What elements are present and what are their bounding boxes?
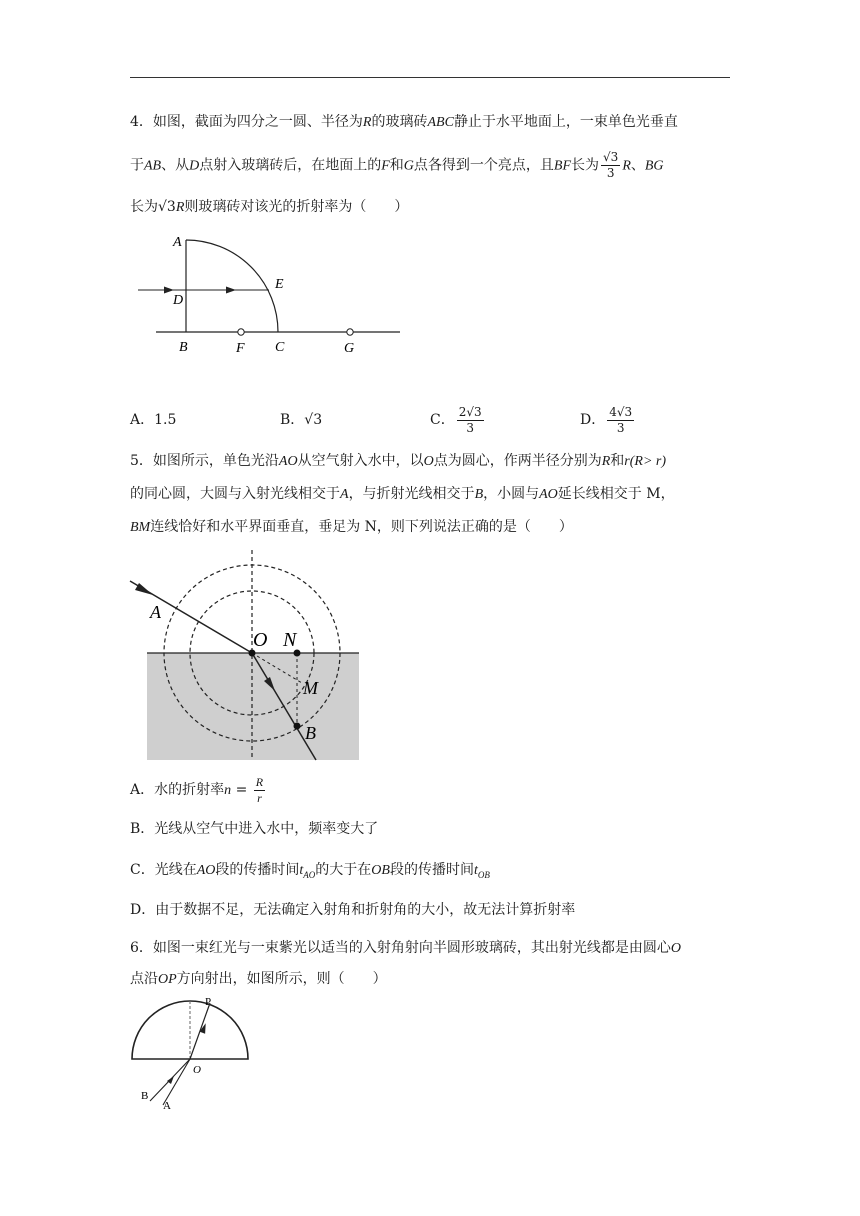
q5-line-3: BM连线恰好和水平界面垂直，垂足为 N，则下列说法正确的是（ ） (130, 519, 573, 535)
q4-figure (130, 228, 410, 358)
q4-line-2: 于AB、从D点射入玻璃砖后，在地面上的F和G点各得到一个亮点，且BF长为 $\frac{√3}{3}$ R、BG (130, 150, 664, 180)
label-a: A (173, 235, 182, 250)
q4-option-d: D． $\frac{4√3}{3}$ (580, 404, 633, 435)
label-g: G (344, 341, 355, 356)
q5-number: 5． (130, 453, 153, 469)
point-g (347, 329, 353, 335)
label-o: O (193, 1064, 201, 1076)
water-region (147, 653, 359, 760)
label-f: F (236, 341, 245, 356)
label-p: P (205, 996, 212, 1008)
q4-option-c: C． $\frac{2√3}{3}$ (430, 404, 482, 435)
q5-figure (125, 548, 365, 763)
label-b: B (179, 340, 188, 355)
label-b: B (141, 1090, 149, 1102)
point-b (294, 723, 301, 730)
q4-line-1: 4．如图，截面为四分之一圆、半径为R的玻璃砖ABC静止于水平地面上，一束单色光垂直 (130, 114, 678, 130)
q5-line-2: 的同心圆，大圆与入射光线相交于A，与折射光线相交于B，小圆与AO延长线相交于 M， (130, 486, 675, 502)
q4-number: 4． (130, 114, 153, 130)
q4-option-a: A．1.5 (130, 412, 177, 428)
label-b: B (305, 723, 316, 743)
label-a: A (150, 602, 161, 622)
arc-ac (186, 240, 278, 332)
label-e: E (275, 277, 284, 292)
q5-line-1: 5．如图所示，单色光沿AO从空气射入水中，以O点为圆心，作两半径分别为R和r(R> r) (130, 453, 667, 469)
point-f (238, 329, 244, 335)
label-c: C (275, 340, 285, 355)
semicircle-glass (132, 1001, 248, 1059)
label-d: D (173, 293, 184, 308)
label-o: O (253, 629, 268, 651)
q6-number: 6． (130, 940, 153, 956)
q4-line-3: 长为√3R则玻璃砖对该光的折射率为（ ） (130, 199, 409, 215)
q6-line-1: 6．如图一束红光与一束紫光以适当的入射角射向半圆形玻璃砖，其出射光线都是由圆心O (130, 940, 682, 956)
label-m: M (303, 678, 318, 698)
arrow-head-2 (226, 287, 236, 294)
q5-option-b: B．光线从空气中进入水中，频率变大了 (130, 821, 379, 837)
label-n: N (283, 629, 297, 651)
label-a: A (163, 1100, 171, 1110)
q5-option-a: A．水的折射率n = $\frac{R}{r}$ (130, 774, 264, 805)
q6-line-2: 点沿OP方向射出，如图所示，则（ ） (130, 971, 387, 987)
q4-fraction: $\frac{√3}{3}$ (603, 150, 619, 180)
header-rule (130, 77, 730, 78)
q4-option-b: B．√3 (280, 412, 323, 428)
q5-option-d: D．由于数据不足，无法确定入射角和折射角的大小，故无法计算折射率 (130, 902, 576, 918)
q5-option-c: C．光线在AO段的传播时间$t_{AO}$的大于在OB段的传播时间$t_{OB}$ (130, 862, 490, 880)
q6-figure (125, 995, 260, 1110)
ray-a (163, 1059, 190, 1105)
